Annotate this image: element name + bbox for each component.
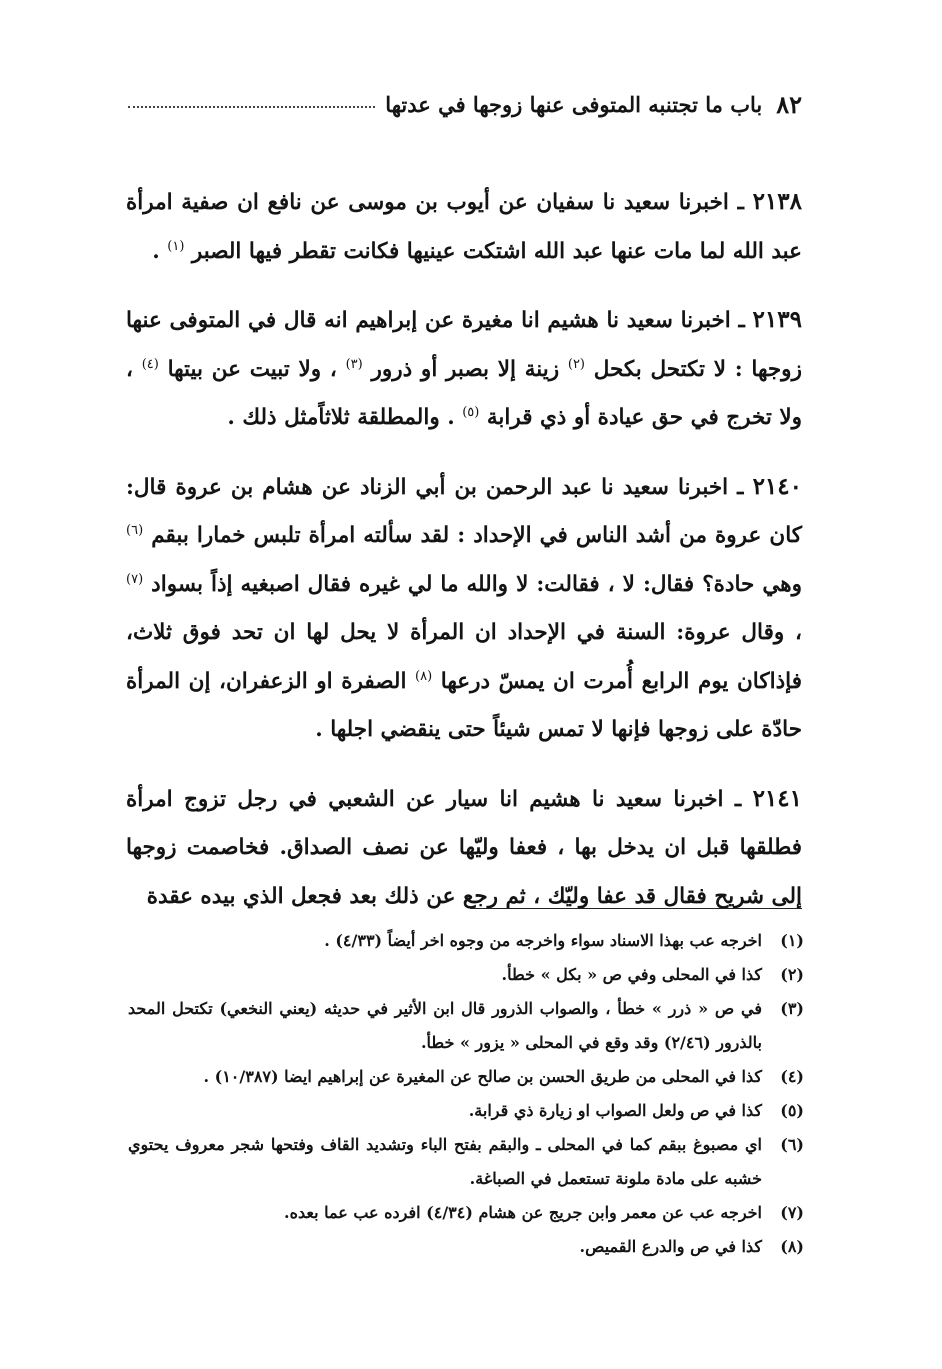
footnote-number: (٧) — [780, 1203, 804, 1222]
footnote-7 — [128, 1196, 804, 1230]
hadith-2140 — [126, 463, 802, 755]
footnote-8 — [128, 1230, 804, 1264]
page-number: ٨٢ — [776, 89, 802, 119]
hadith-text: ، وقال عروة: السنة في الإحداد ان المرأة لا يحل لها ان تحد فوق ثلاث، فإذاكان يوم الرابع أُمرت ان يمسّ درعها — [126, 620, 802, 694]
footnote-text: اخرجه عب بهذا الاسناد سواء واخرجه من وجوه اخر أيضاً (٤/٣٣) . — [324, 931, 762, 950]
footnote-number: (٢) — [780, 965, 804, 984]
hadith-number: ٢١٣٨ — [752, 188, 802, 215]
footnote-text: كذا في ص ولعل الصواب او زيارة ذي قرابة. — [468, 1101, 762, 1120]
footnote-text: كذا في المحلى وفي ص « بكل » خطأ. — [501, 965, 762, 984]
hadith-number: ٢١٤١ — [752, 784, 802, 812]
footnote-divider — [470, 908, 802, 909]
footnote-2 — [128, 958, 804, 992]
footnote-ref[interactable]: (٣) — [345, 356, 363, 372]
hadith-text: اخبرنا سعيد نا هشيم انا سيار عن الشعبي في رجل تزوج امرأة فطلقها قبل ان يدخل بها ، فعفا وليّها عن نصف الصداق. فخاصمت زوجها إلى شريح فقال قد عفا وليّك ، ثم رجع عن ذلك بعد فجعل الذي بيده عقدة — [126, 786, 802, 909]
footnote-text: اخرجه عب عن معمر وابن جريج عن هشام (٤/٣٤) افرده عب عما بعده. — [284, 1203, 762, 1222]
footnote-text: اي مصبوغ ببقم كما في المحلى ـ والبقم بفتح الباء وتشديد القاف وفتحها شجر معروف يحتوي خشبه على مادة ملونة تستعمل في الصباغة. — [128, 1135, 762, 1188]
hadith-text: . — [152, 238, 160, 264]
footnote-ref[interactable]: (١) — [167, 238, 185, 254]
footnote-1 — [128, 924, 804, 958]
hadith-text: ، ولا تبيت عن بيتها — [167, 356, 337, 382]
hadith-text: زينة إلا بصبر أو ذرور — [371, 356, 560, 382]
hadith-text: اخبرنا سعيد نا سفيان عن أيوب بن موسى عن نافع ان صفية امرأة عبد الله لما مات عنها عبد الله اشتكت عينيها فكانت تقطر فيها الصبر — [126, 190, 802, 264]
header-dotted-leader — [128, 106, 375, 108]
running-title: باب ما تجتنبه المتوفى عنها زوجها في عدتها — [385, 91, 763, 117]
hadith-text: الصفرة او الزعفران، إن المرأة حادّة على زوجها فإنها لا تمس شيئاً حتى ينقضي اجلها . — [126, 668, 802, 742]
hadith-text: وهي حادة؟ فقال: لا ، فقالت: لا والله ما لي غيره فقال اصبغيه إذاً بسواد — [151, 571, 802, 597]
footnote-ref[interactable]: (٢) — [567, 356, 585, 372]
hadith-dash: ـ — [737, 190, 744, 215]
footnote-ref[interactable]: (٥) — [462, 404, 480, 420]
hadith-number: ٢١٤٠ — [752, 472, 802, 500]
footnote-ref[interactable]: (٧) — [126, 571, 144, 587]
footnote-number: (١) — [780, 931, 804, 950]
footnote-text: كذا في ص والدرع القميص. — [579, 1237, 762, 1256]
hadith-2138 — [126, 178, 802, 276]
hadith-text: ، ولا تخرج في حق عيادة أو ذي قرابة — [126, 356, 802, 430]
footnote-ref[interactable]: (٤) — [141, 356, 159, 372]
footnote-number: (٤) — [780, 1067, 804, 1086]
hadith-dash: ـ — [737, 474, 744, 500]
footnote-3 — [128, 992, 804, 1060]
footnote-number: (٦) — [780, 1135, 804, 1154]
main-text — [126, 178, 802, 941]
hadith-dash: ـ — [734, 786, 742, 812]
footnote-number: (٨) — [780, 1237, 804, 1256]
footnote-6 — [128, 1128, 804, 1196]
footnote-ref[interactable]: (٨) — [415, 668, 433, 684]
footnote-text: كذا في المحلى من طريق الحسن بن صالح عن المغيرة عن إبراهيم ايضا (١٠/٣٨٧) . — [203, 1067, 762, 1086]
hadith-number: ٢١٣٩ — [752, 306, 802, 333]
footnote-number: (٥) — [780, 1101, 804, 1120]
footnote-5 — [128, 1094, 804, 1128]
hadith-2139 — [126, 296, 802, 443]
hadith-2141 — [126, 775, 802, 922]
footnote-4 — [128, 1060, 804, 1094]
hadith-text: . والمطلقة ثلاثاًمثل ذلك . — [227, 405, 455, 430]
footnote-ref[interactable]: (٦) — [126, 522, 144, 538]
footnote-text: في ص « ذرر » خطأ ، والصواب الذرور قال ابن الأثير في حديثه (يعني النخعي) تكتحل المحد بالذرور (٢/٤٦) وقد وقع في المحلى « يزور » خطأ. — [128, 999, 762, 1052]
hadith-dash: ـ — [738, 308, 745, 333]
running-header — [118, 84, 802, 124]
footnote-number: (٣) — [780, 999, 804, 1018]
hadith-text: اخبرنا سعيد نا هشيم انا مغيرة عن إبراهيم انه قال في المتوفى عنها زوجها : لا تكتحل بكحل — [126, 308, 802, 382]
hadith-text: اخبرنا سعيد نا عبد الرحمن بن أبي الزناد عن هشام بن عروة قال: كان عروة من أشد الناس في الإحداد : لقد سألته امرأة تلبس خمارا ببقم — [126, 474, 802, 548]
footnotes — [128, 924, 804, 1264]
